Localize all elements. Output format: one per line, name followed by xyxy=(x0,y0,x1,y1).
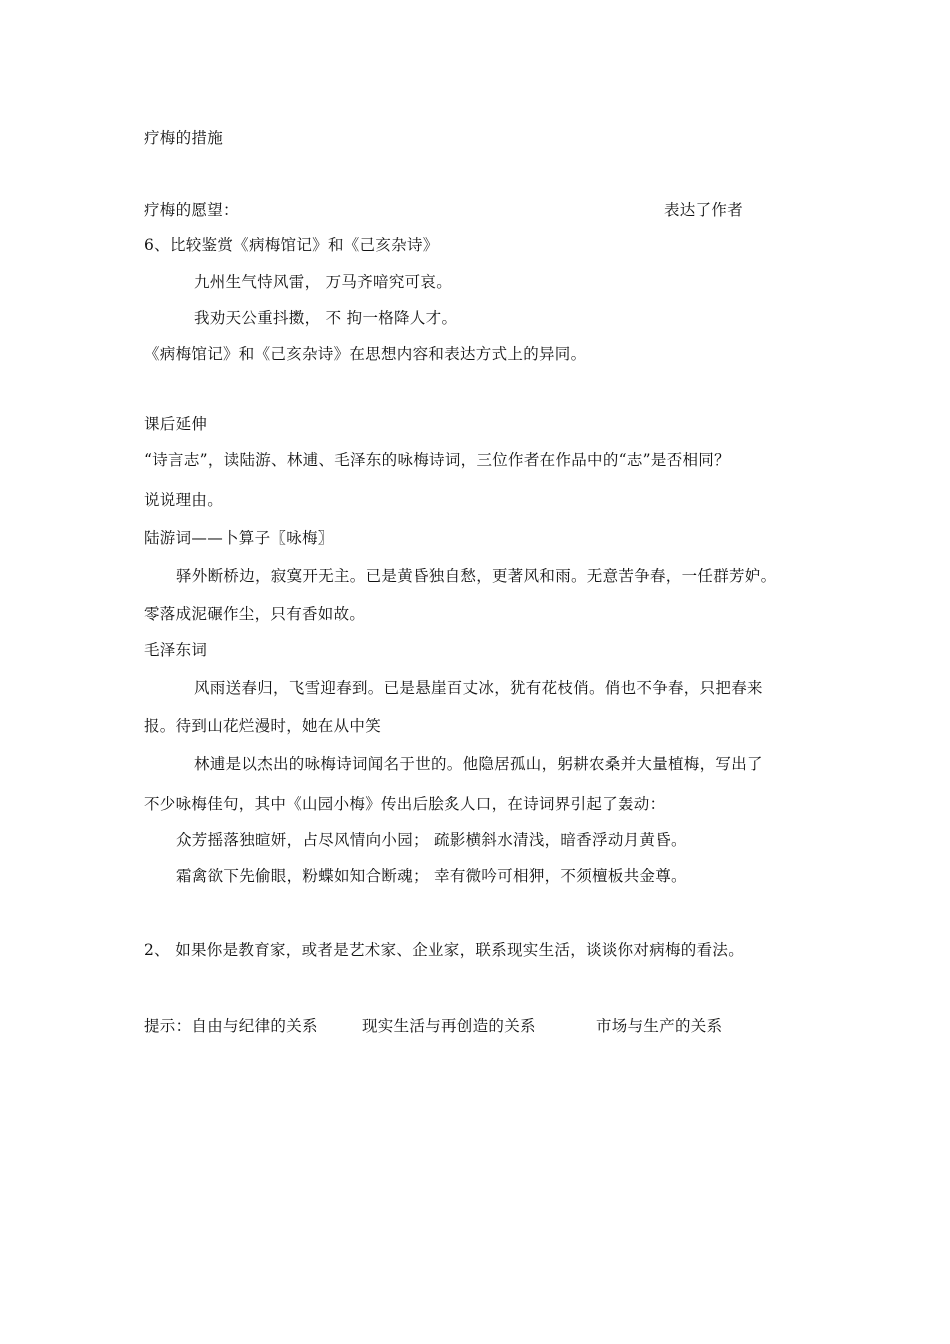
extension-heading: 课后延伸 xyxy=(144,415,208,433)
mao-title: 毛泽东词 xyxy=(144,641,208,659)
mao-line-2: 报。待到山花烂漫时，她在从中笑 xyxy=(144,717,382,735)
cure-wish-label: 疗梅的愿望： xyxy=(144,201,239,219)
hint-item-3: 市场与生产的关系 xyxy=(596,1017,723,1035)
luyou-line-2: 零落成泥碾作尘，只有香如故。 xyxy=(144,605,366,623)
luyou-line-1: 驿外断桥边，寂寞开无主。已是黄昏独自愁，更著风和雨。无意苦争春，一任群芳妒。 xyxy=(176,567,777,585)
luyou-title: 陆游词——卜算子〖咏梅〗 xyxy=(144,529,334,547)
hint-item-2: 现实生活与再创造的关系 xyxy=(362,1017,536,1035)
q6-poem-line-2: 我劝天公重抖擞， 不 拘一格降人才。 xyxy=(194,309,458,327)
linbu-line-1: 林逋是以杰出的咏梅诗词闻名于世的。他隐居孤山，躬耕农桑并大量植梅，写出了 xyxy=(194,755,763,773)
q2-text: 2、 如果你是教育家，或者是艺术家、企业家，联系现实生活，谈谈你对病梅的看法。 xyxy=(144,941,744,959)
cure-wish-tail: 表达了作者 xyxy=(664,201,744,219)
linbu-poem-line-1: 众芳摇落独暄妍，占尽风情向小园； 疏影横斜水清浅，暗香浮动月黄昏。 xyxy=(176,831,687,849)
extension-prompt-line-2: 说说理由。 xyxy=(144,491,224,509)
extension-prompt-line-1: “诗言志”，读陆游、林逋、毛泽东的咏梅诗词，三位作者在作品中的“志”是否相同？ xyxy=(144,451,730,469)
hint-label: 提示：自由与纪律的关系 xyxy=(144,1017,318,1035)
q6-poem-line-1: 九州生气恃风雷， 万马齐喑究可哀。 xyxy=(194,273,453,291)
linbu-line-2: 不少咏梅佳句，其中《山园小梅》传出后脍炙人口，在诗词界引起了轰动： xyxy=(144,795,666,813)
linbu-poem-line-2: 霜禽欲下先偷眼，粉蝶如知合断魂； 幸有微吟可相狎，不须檀板共金尊。 xyxy=(176,867,687,885)
cure-measures-label: 疗梅的措施 xyxy=(144,129,224,147)
mao-line-1: 风雨送春归，飞雪迎春到。已是悬崖百丈冰，犹有花枝俏。俏也不争春，只把春来 xyxy=(194,679,763,697)
q6-title: 6、比较鉴赏《病梅馆记》和《己亥杂诗》 xyxy=(144,236,439,254)
q6-question: 《病梅馆记》和《己亥杂诗》在思想内容和表达方式上的异同。 xyxy=(144,345,587,363)
